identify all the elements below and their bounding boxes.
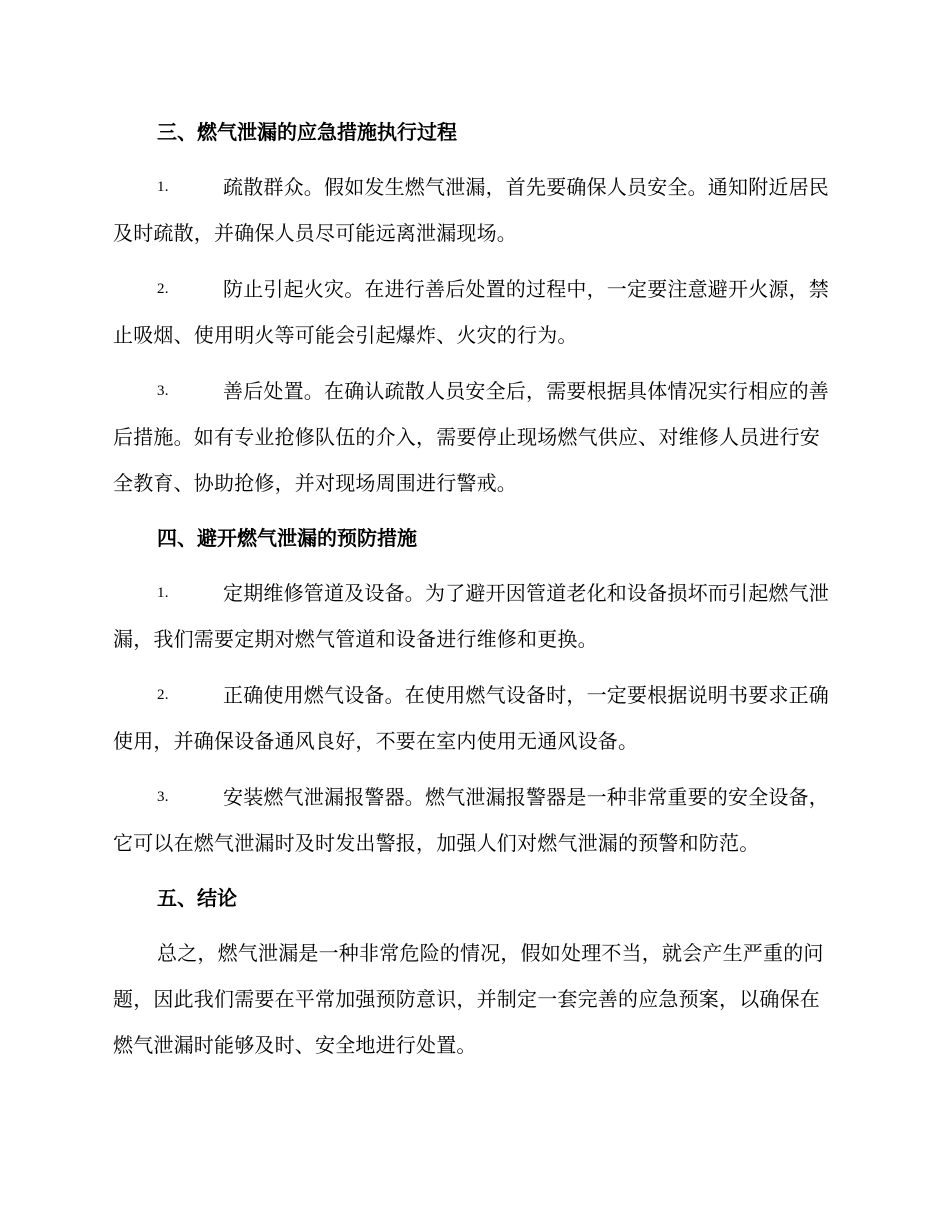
list-item [113, 368, 835, 506]
list-item-number: 2. [157, 687, 169, 703]
document-body [113, 110, 835, 1068]
section-heading-conclusion: 五、结论 [157, 886, 237, 910]
list-item [113, 570, 835, 662]
list-item [113, 774, 835, 866]
list-item-text: 定期维修管道及设备。为了避开因管道老化和设备损坏而引起燃气泄漏，我们需要定期对燃气管道和设备进行维修和更换。 [113, 581, 829, 651]
conclusion-paragraph: 总之，燃气泄漏是一种非常危险的情况，假如处理不当，就会产生严重的问题，因此我们需要在平常加强预防意识，并制定一套完善的应急预案，以确保在燃气泄漏时能够及时、安全地进行处置。 [113, 941, 824, 1057]
list-item-text: 安装燃气泄漏报警器。燃气泄漏报警器是一种非常重要的安全设备，它可以在燃气泄漏时及时发出警报，加强人们对燃气泄漏的预警和防范。 [113, 785, 829, 855]
list-item-number: 2. [157, 281, 169, 297]
list-item-text: 防止引起火灾。在进行善后处置的过程中，一定要注意避开火源，禁止吸烟、使用明火等可能会引起爆炸、火灾的行为。 [113, 277, 829, 347]
list-item [113, 266, 835, 358]
list-item [113, 164, 835, 256]
list-item-text: 疏散群众。假如发生燃气泄漏，首先要确保人员安全。通知附近居民及时疏散，并确保人员尽可能远离泄漏现场。 [113, 175, 829, 245]
list-item-number: 1. [157, 585, 169, 601]
list-item-number: 1. [157, 179, 169, 195]
list-item [113, 672, 835, 764]
list-item-number: 3. [157, 383, 169, 399]
section-heading-prevention: 四、避开燃气泄漏的预防措施 [157, 526, 417, 550]
list-item-number: 3. [157, 789, 169, 805]
list-item-text: 正确使用燃气设备。在使用燃气设备时，一定要根据说明书要求正确使用，并确保设备通风良好，不要在室内使用无通风设备。 [113, 683, 829, 753]
list-item-text: 善后处置。在确认疏散人员安全后，需要根据具体情况实行相应的善后措施。如有专业抢修队伍的介入，需要停止现场燃气供应、对维修人员进行安全教育、协助抢修，并对现场周围进行警戒。 [113, 379, 829, 495]
section-heading-emergency-measures: 三、燃气泄漏的应急措施执行过程 [157, 120, 457, 144]
